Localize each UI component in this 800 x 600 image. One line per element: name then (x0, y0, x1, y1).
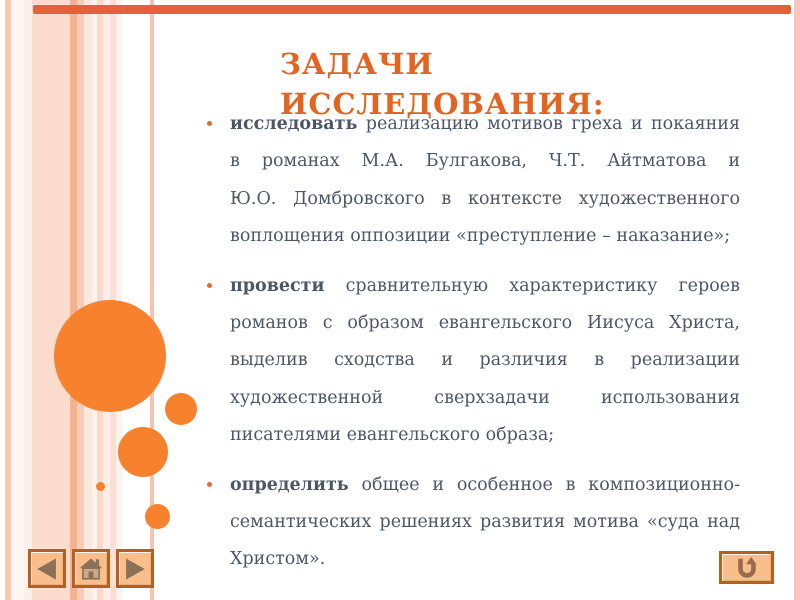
bullet-item-1 (200, 106, 740, 256)
left-stripe-decoration (0, 0, 170, 600)
slide-title-line1: ЗАДАЧИ (280, 47, 434, 81)
decorative-circle-medium (118, 427, 168, 477)
u-turn-arrow-icon (732, 555, 762, 581)
decorative-circle-dot (96, 482, 105, 491)
decorative-circle-small-bottom (145, 504, 170, 529)
return-button[interactable] (719, 551, 774, 584)
bullet-item-2 (200, 268, 740, 455)
bullet-item-3 (200, 467, 740, 579)
slide-title-line2: ИССЛЕДОВАНИЯ: (280, 87, 605, 121)
forward-button[interactable] (116, 549, 154, 588)
decorative-circle-small-right (165, 393, 197, 425)
bullet-1-lead: исследовать (230, 114, 358, 134)
right-triangle-arrow-icon (122, 556, 148, 582)
bullet-1-text: реализацию мотивов греха и покаяния в романах М.А. Булгакова, Ч.Т. Айтматова и Ю.О. Домбровского в контексте художественного воплощения оппозиции «преступление – наказание»; (230, 114, 740, 247)
bullet-3-lead: определить (230, 474, 349, 495)
back-button[interactable] (28, 549, 66, 588)
bullet-list (200, 106, 740, 591)
home-icon (78, 556, 104, 582)
bullet-3-text: общее и особенное в композиционно-семантических решениях развития мотива «суда над Христом». (230, 474, 740, 570)
left-triangle-arrow-icon (34, 556, 60, 582)
bullet-2-lead: провести (230, 275, 325, 296)
bullet-dot-icon (207, 121, 212, 126)
bullet-dot-icon (207, 283, 212, 288)
right-stripe-decoration (794, 0, 800, 600)
home-button[interactable] (72, 549, 110, 588)
bullet-dot-icon (207, 482, 212, 487)
decorative-circle-large (54, 300, 166, 412)
top-accent-bar (33, 5, 791, 14)
bullet-2-text: сравнительную характеристику героев романов с образом евангельского Иисуса Христа, выделив сходства и различия в реализации художественной сверхзадачи использования писателями евангельского образа; (230, 275, 740, 446)
